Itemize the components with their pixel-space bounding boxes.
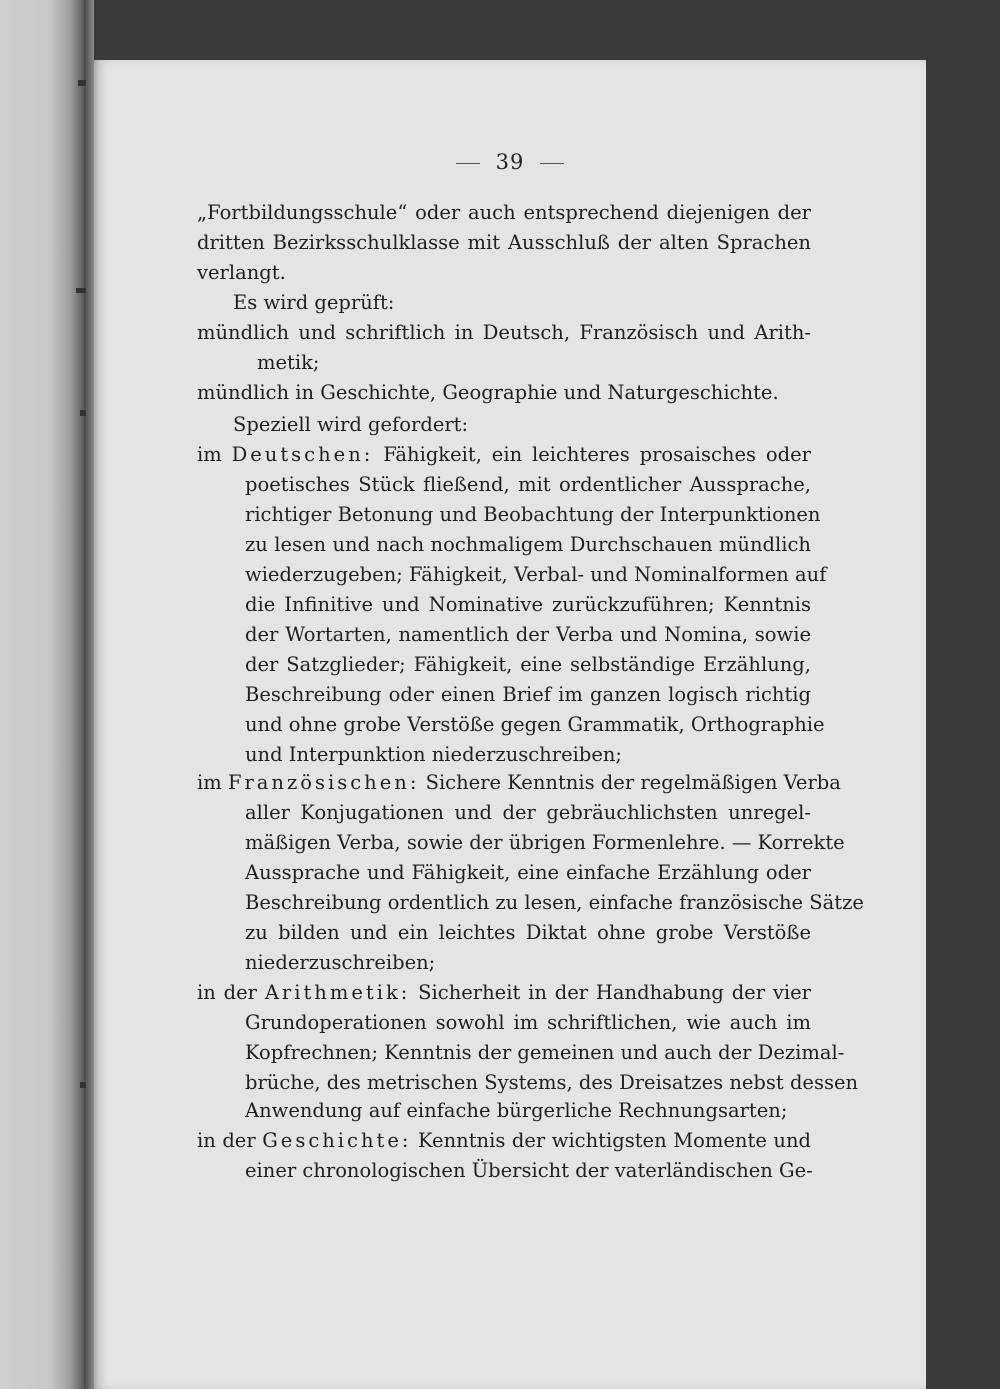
subject-term-geschichte: Geschichte: <box>262 1129 412 1152</box>
text-line: Anwendung auf einfache bürgerliche Rechnungsarten; <box>245 1099 788 1122</box>
line-lead: in der <box>197 1129 263 1152</box>
subject-term-deutsch: Deutschen: <box>231 443 374 466</box>
section-line-franzoesisch <box>197 771 841 795</box>
section-line-deutsch <box>197 443 811 467</box>
section-line-geschichte <box>197 1129 811 1153</box>
line-rest: Fähigkeit, ein leichteres prosaisches oder <box>373 443 811 466</box>
line-rest: Kenntnis der wichtigsten Momente und <box>411 1129 811 1152</box>
text-line: dritten Bezirksschulklasse mit Ausschluß der alten Sprachen <box>197 231 811 254</box>
text-line: zu bilden und ein leichtes Diktat ohne grobe Verstöße <box>245 921 811 944</box>
text-line: aller Konjugationen und der gebräuchlichsten unregel- <box>245 801 811 824</box>
text-line: richtiger Betonung und Beobachtung der Interpunktionen <box>245 503 821 526</box>
text-line: zu lesen und nach nochmaligem Durchschauen mündlich <box>245 533 811 556</box>
subject-term-franzoesisch: Französischen: <box>227 771 420 794</box>
line-rest: Sicherheit in der Handhabung der vier <box>410 981 811 1004</box>
text-line: der Satzglieder; Fähigkeit, eine selbständige Erzählung, <box>245 653 811 676</box>
margin-speck <box>80 410 86 416</box>
page-number-row <box>94 150 926 174</box>
text-line: und Interpunktion niederzuschreiben; <box>245 743 622 766</box>
text-line: Beschreibung oder einen Brief im ganzen logisch richtig <box>245 683 811 706</box>
text-line: wiederzugeben; Fähigkeit, Verbal- und Nominalformen auf <box>245 563 827 586</box>
page-number-dash-right <box>540 163 564 164</box>
text-line: brüche, des metrischen Systems, des Dreisatzes nebst dessen <box>245 1071 859 1094</box>
text-line: und ohne grobe Verstöße gegen Grammatik, Orthographie <box>245 713 825 736</box>
page-number: 39 <box>495 150 525 174</box>
margin-speck <box>80 1082 86 1088</box>
facing-page-edge <box>0 0 84 1389</box>
line-rest: Sichere Kenntnis der regelmäßigen Verba <box>419 771 841 794</box>
text-line: metik; <box>257 351 320 374</box>
subject-term-arithmetik: Arithmetik: <box>264 981 411 1004</box>
text-line: Grundoperationen sowohl im schriftlichen, wie auch im <box>245 1011 811 1034</box>
text-line: der Wortarten, namentlich der Verba und Nomina, sowie <box>245 623 811 646</box>
line-lead: im <box>197 771 228 794</box>
text-line: verlangt. <box>197 261 286 284</box>
text-line: niederzuschreiben; <box>245 951 436 974</box>
text-line: poetisches Stück fließend, mit ordentlicher Aussprache, <box>245 473 811 496</box>
line-lead: im <box>197 443 232 466</box>
text-line: „Fortbildungsschule“ oder auch entsprechend diejenigen der <box>197 201 811 224</box>
section-line-arithmetik <box>197 981 811 1005</box>
text-line: Kopfrechnen; Kenntnis der gemeinen und auch der Dezimal- <box>245 1041 845 1064</box>
margin-speck <box>78 80 86 86</box>
margin-speck <box>76 288 86 293</box>
line-lead: in der <box>197 981 265 1004</box>
text-line: die Infinitive und Nominative zurückzuführen; Kenntnis <box>245 593 811 616</box>
text-line: Aussprache und Fähigkeit, eine einfache Erzählung oder <box>245 861 811 884</box>
text-line: einer chronologischen Übersicht der vaterländischen Ge- <box>245 1159 813 1182</box>
book-gutter <box>84 0 94 1389</box>
text-line: mäßigen Verba, sowie der übrigen Formenlehre. — Korrekte <box>245 831 845 854</box>
text-line: Es wird geprüft: <box>233 291 395 314</box>
text-line: mündlich und schriftlich in Deutsch, Französisch und Arith- <box>197 321 811 344</box>
text-line: Speziell wird gefordert: <box>233 413 469 436</box>
page-number-dash-left <box>456 163 480 164</box>
text-line: Beschreibung ordentlich zu lesen, einfache französische Sätze <box>245 891 864 914</box>
text-line: mündlich in Geschichte, Geographie und Naturgeschichte. <box>197 381 779 404</box>
